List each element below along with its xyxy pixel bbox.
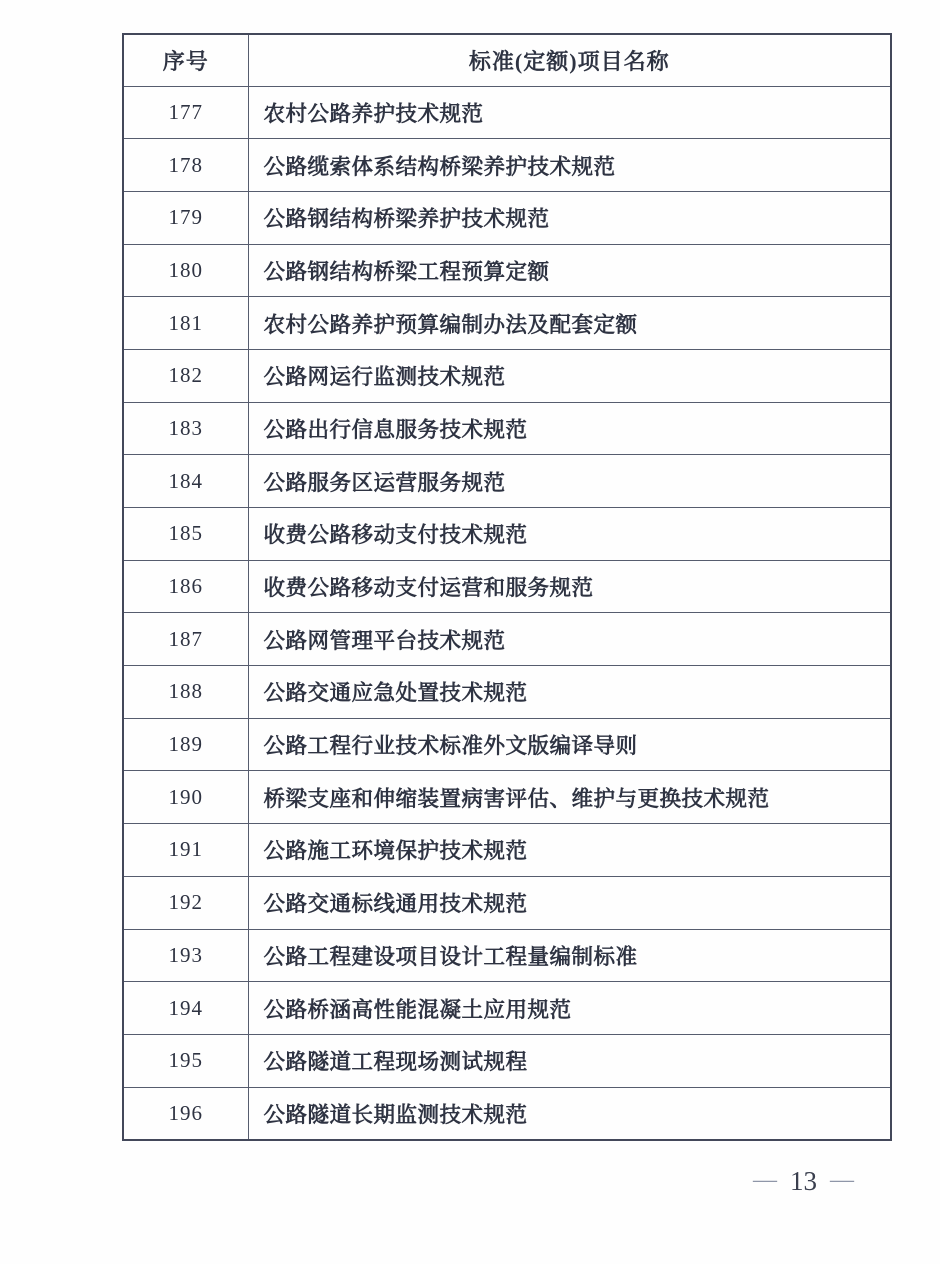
- cell-project-name: 公路钢结构桥梁工程预算定额: [248, 244, 891, 297]
- table-row: [123, 613, 891, 666]
- cell-project-name: 桥梁支座和伸缩装置病害评估、维护与更换技术规范: [248, 771, 891, 824]
- cell-serial-number: 180: [123, 244, 248, 297]
- cell-project-name: 公路交通标线通用技术规范: [248, 876, 891, 929]
- cell-serial-number: 178: [123, 139, 248, 192]
- cell-project-name: 农村公路养护预算编制办法及配套定额: [248, 297, 891, 350]
- table-row: [123, 824, 891, 877]
- table-row: [123, 560, 891, 613]
- cell-serial-number: 195: [123, 1034, 248, 1087]
- cell-serial-number: 177: [123, 86, 248, 139]
- cell-project-name: 公路工程建设项目设计工程量编制标准: [248, 929, 891, 982]
- cell-project-name: 公路钢结构桥梁养护技术规范: [248, 191, 891, 244]
- cell-serial-number: 185: [123, 508, 248, 561]
- cell-project-name: 公路桥涵高性能混凝土应用规范: [248, 982, 891, 1035]
- table-body: [123, 86, 891, 1140]
- cell-serial-number: 194: [123, 982, 248, 1035]
- cell-project-name: 公路隧道长期监测技术规范: [248, 1087, 891, 1140]
- table-row: [123, 139, 891, 192]
- cell-serial-number: 187: [123, 613, 248, 666]
- table-row: [123, 297, 891, 350]
- cell-serial-number: 179: [123, 191, 248, 244]
- table-row: [123, 982, 891, 1035]
- table-row: [123, 1034, 891, 1087]
- cell-serial-number: 186: [123, 560, 248, 613]
- page-number: 13: [790, 1166, 817, 1196]
- table-row: [123, 876, 891, 929]
- table-row: [123, 771, 891, 824]
- cell-project-name: 公路服务区运营服务规范: [248, 455, 891, 508]
- table-row: [123, 1087, 891, 1140]
- cell-project-name: 公路网管理平台技术规范: [248, 613, 891, 666]
- table-row: [123, 402, 891, 455]
- header-serial-number: 序号: [123, 34, 248, 86]
- footer-left-dash: —: [753, 1166, 777, 1193]
- cell-serial-number: 193: [123, 929, 248, 982]
- cell-project-name: 公路工程行业技术标准外文版编译导则: [248, 718, 891, 771]
- cell-serial-number: 192: [123, 876, 248, 929]
- table-row: [123, 666, 891, 719]
- table-row: [123, 718, 891, 771]
- header-project-name: 标准(定额)项目名称: [248, 34, 891, 86]
- cell-project-name: 公路缆索体系结构桥梁养护技术规范: [248, 139, 891, 192]
- cell-serial-number: 196: [123, 1087, 248, 1140]
- cell-project-name: 公路网运行监测技术规范: [248, 349, 891, 402]
- table-row: [123, 929, 891, 982]
- table-row: [123, 86, 891, 139]
- cell-serial-number: 190: [123, 771, 248, 824]
- table-row: [123, 244, 891, 297]
- table-row: [123, 508, 891, 561]
- cell-project-name: 农村公路养护技术规范: [248, 86, 891, 139]
- table-header-row: [123, 34, 891, 86]
- cell-project-name: 收费公路移动支付运营和服务规范: [248, 560, 891, 613]
- cell-serial-number: 183: [123, 402, 248, 455]
- cell-project-name: 公路出行信息服务技术规范: [248, 402, 891, 455]
- standards-table: [122, 33, 892, 1141]
- cell-serial-number: 191: [123, 824, 248, 877]
- cell-serial-number: 189: [123, 718, 248, 771]
- cell-serial-number: 184: [123, 455, 248, 508]
- page-footer: [753, 1168, 854, 1195]
- cell-project-name: 公路施工环境保护技术规范: [248, 824, 891, 877]
- table-row: [123, 349, 891, 402]
- table-row: [123, 455, 891, 508]
- cell-serial-number: 182: [123, 349, 248, 402]
- table-row: [123, 191, 891, 244]
- cell-project-name: 公路隧道工程现场测试规程: [248, 1034, 891, 1087]
- cell-serial-number: 181: [123, 297, 248, 350]
- cell-serial-number: 188: [123, 666, 248, 719]
- cell-project-name: 收费公路移动支付技术规范: [248, 508, 891, 561]
- footer-right-dash: —: [830, 1166, 854, 1193]
- cell-project-name: 公路交通应急处置技术规范: [248, 666, 891, 719]
